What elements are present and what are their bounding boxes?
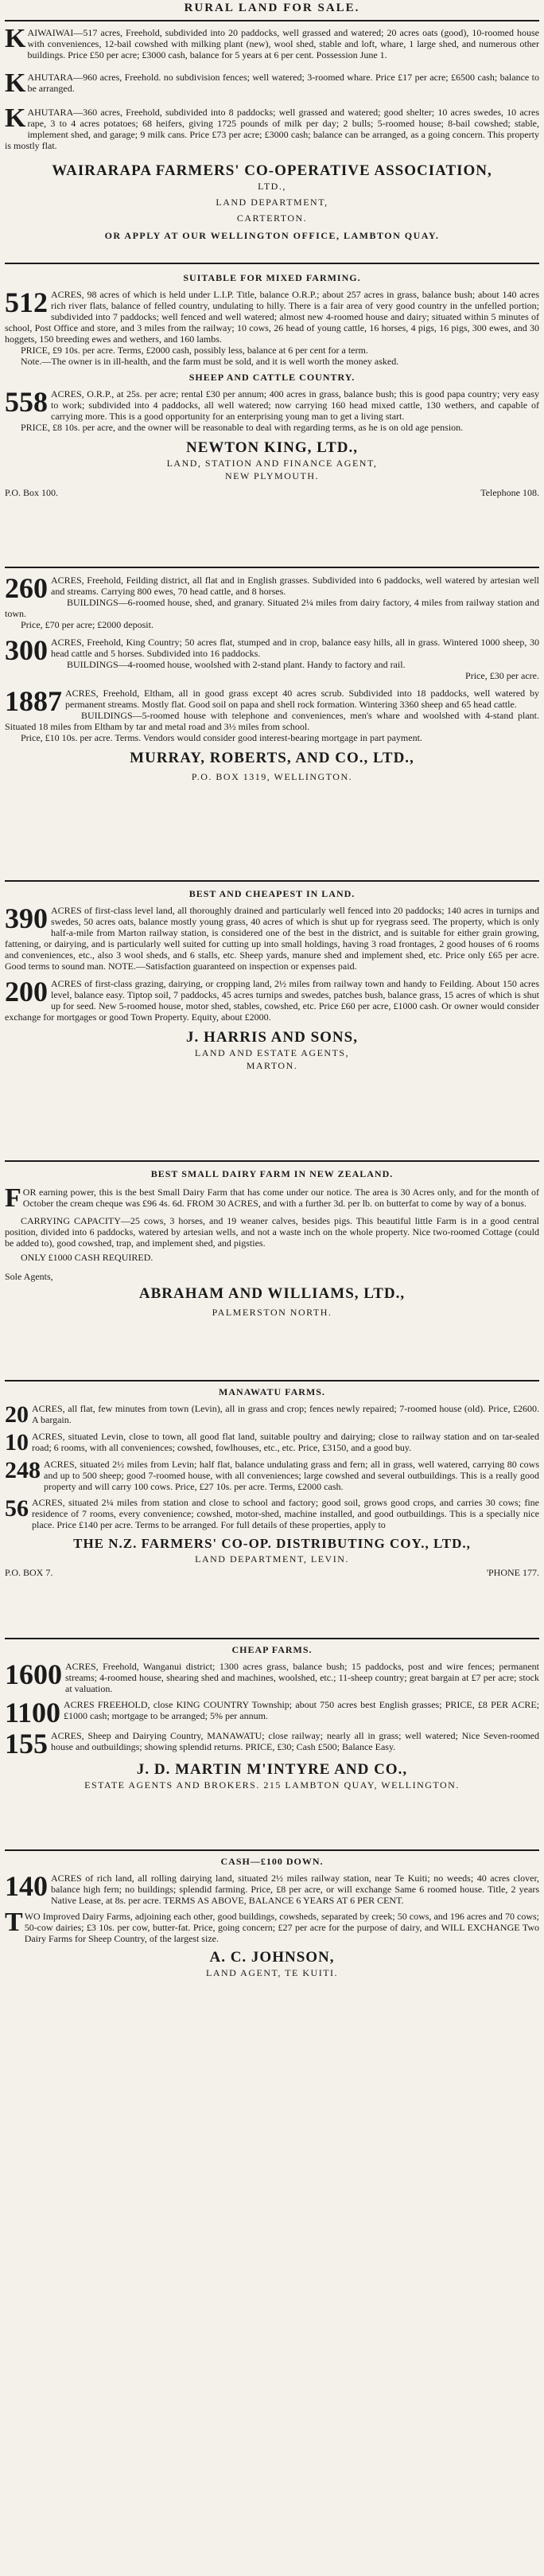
listing-kahutara-960 [5, 72, 539, 95]
listing-price: Price, £70 per acre; £2000 deposit. [21, 619, 153, 630]
contact-row [5, 1567, 539, 1579]
acreage-number: 390 [5, 905, 48, 934]
wairarapa-advert [5, 27, 539, 242]
listing-text: ACRES, Freehold, Eltham, all in good grass except 40 acres scrub. Subdivided into 18 paddocks, well watered by permanent streams. Mostly flat. Good soil on papa and shell rock formation. Wintering 3360 sheep and 65 head cattle. [65, 688, 539, 710]
listing-text: AHUTARA—360 acres, Freehold, subdivided into 8 paddocks; well grassed and watered; good shelter; 10 acres swedes, 10 acres rape, 3 to 4 acres potatoes; 68 heifers, giving 1725 pounds of milk per day; 2 bulls; 5-roomed house; 8-bail cowshed; stable, implement shed, and garage; 9 milk cans. Price £73 per acre; £3000 cash; balance can be arranged, as a going concern. This property is mostly flat. [5, 107, 539, 151]
listing-price: PRICE, £8 10s. per acre, and the owner will be reasonable to deal with regarding terms, as he is on old age pension. [21, 422, 464, 433]
listing-text: WO Improved Dairy Farms, adjoining each other, good buildings, cowsheds, separated by creek; 50 cows, and 196 acres and 70 cows; 50-cow dairies; £3 10s. per cow, butter-fat. Price, going concern; £27 per acre for the purpose of dairy, and WILL EXCHANGE Two Dairy Farms for Sheep Country, of the largest size. [24, 1911, 539, 1944]
agent-name: A. C. JOHNSON, [209, 1949, 335, 1966]
capacity-paragraph [5, 1215, 539, 1249]
contact-row [5, 487, 539, 499]
mcintyre-advert [5, 1644, 539, 1791]
agent-name: J. HARRIS AND SONS, [186, 1029, 358, 1046]
po-box: P.O. BOX 1319, WELLINGTON. [191, 771, 353, 782]
listing-kaiwaiwai [5, 27, 539, 60]
agent-subtitle: LAND, STATION AND FINANCE AGENT, [166, 458, 378, 469]
acreage-number: 260 [5, 575, 48, 604]
divider [5, 567, 539, 568]
divider [5, 1160, 539, 1162]
agent-apply: OR APPLY AT OUR WELLINGTON OFFICE, LAMBTON QUAY. [104, 230, 440, 241]
po-box: P.O. Box 100. [5, 487, 59, 498]
listing-text: ACRES, Sheep and Dairying Country, MANAWATU; close railway; nearly all in grass; well watered; Nice Seven-roomed house and outbuildings; showing splendid returns. PRICE, £30; Cash £500; Balance Easy. [51, 1730, 539, 1752]
listing-buildings: BUILDINGS—4-roomed house, woolshed with 2-stand plant. Handy to factory and rail. [67, 659, 406, 670]
johnson-advert [5, 1856, 539, 1979]
nz-farmers-advert [5, 1386, 539, 1579]
listing-two-dairy-farms [5, 1911, 539, 1944]
listing-558-acres [5, 388, 539, 433]
agent-town: NEW PLYMOUTH. [224, 470, 320, 481]
listing-text: ACRES of first-class level land, all thoroughly drained and particularly well fenced into 20 paddocks; 140 acres in turnips and swedes, 50 acres oats, balance mostly young grass, 40 acres of which is shut up for ryegrass seed. The property, which is only half-a-mile from Marton railway station, is considered one of the best in the district, and is suitable for either grain growing, fattening, or dairying, and is particularly well suited for cutting up into small holdings, having 3 road frontages, 2 good houses of 6 rooms and conveniences, etc., also 3 wool sheds, and 6 stalls, etc. Sheep yards, manure shed and implement shed, etc. Price only £65 per acre. Good terms to sound man. NOTE.—Satisfaction guaranteed on inspection or expenses paid. [5, 905, 539, 972]
paragraph-text: OR earning power, this is the best Small Dairy Farm that has come under our notice. The area is 30 Acres only, and for the month of October the cream cheque was £96 4s. 6d. FROM 30 ACRES, and with a further 3d. per lb. on butterfat to come by way of a bonus. [22, 1187, 539, 1209]
acreage-number: 1887 [5, 688, 62, 717]
listing-text: AHUTARA—960 acres, Freehold. no subdivision fences; well watered; 3-roomed whare. Price £17 per acre; £6500 cash; balance to be arranged. [27, 72, 539, 94]
listing-1887-acres [5, 688, 539, 743]
listing-text: ACRES, Freehold, Wanganui district; 1300 acres grass, balance bush; 15 paddocks, post and wire fences; permanent streams; 4-roomed house, shearing shed and machines, woolshed, etc.; 11-sheep country; great bargain at £7 per acre; stock at valuation. [65, 1661, 539, 1694]
listing-1600-acres [5, 1661, 539, 1694]
agent-department: LAND DEPARTMENT, [216, 197, 328, 208]
agent-name: WAIRARAPA FARMERS' CO-OPERATIVE ASSOCIATION, [52, 162, 492, 179]
listing-note: Note.—The owner is in ill-health, and the farm must be sold, and it is well worth the money asked. [21, 356, 399, 367]
dropcap: K [5, 107, 26, 133]
intro-paragraph [5, 1187, 539, 1210]
listing-kahutara-360 [5, 107, 539, 151]
divider [5, 263, 539, 264]
sole-agents-label: Sole Agents, [5, 1271, 53, 1282]
listing-1100-acres [5, 1699, 539, 1725]
listing-text: ACRES, O.R.P., at 25s. per acre; rental £30 per annum; 400 acres in grass, balance bush; this is good papa country; very easy to work; subdivided into 4 paddocks, all well watered; now carrying 160 head mixed cattle, 130 wethers, and capable of carrying more. This is a good opportunity for an enterprising young man to get a living start. [51, 388, 539, 422]
listing-text: ACRES FREEHOLD, close KING COUNTRY Township; about 750 acres best English grasses; PRICE, £8 PER ACRE; £1000 cash; mortgage to be arranged; 5% per annum. [64, 1699, 539, 1721]
acreage-number: 155 [5, 1730, 48, 1756]
listing-buildings: BUILDINGS—5-roomed house with telephone and conveniences, men's whare and woolshed with 4-stand plant. Situated 18 miles from Eltham by tar and metal road and 3½ miles from school. [5, 710, 539, 732]
listing-text: ACRES, Freehold, King Country; 50 acres flat, stumped and in crop, balance easy hills, all in grass. Wintered 1000 sheep, 30 head cattle and 5 horses. Subdivided into 16 paddocks. [51, 637, 539, 659]
dropcap: K [5, 27, 26, 53]
listing-price: Price, £10 10s. per acre. Terms. Vendors would consider good interest-bearing mortgage in part payment. [21, 732, 422, 743]
listing-text: ACRES, Freehold, Feilding district, all flat and in English grasses. Subdivided into 6 paddocks, well watered by artesian well and streams. Carrying 800 ewes, 70 head cattle, and 8 horses. [51, 575, 539, 597]
agent-name: NEWTON KING, LTD., [186, 439, 358, 456]
listing-56-acres [5, 1497, 539, 1530]
telephone: Telephone 108. [480, 487, 539, 498]
divider [5, 1849, 539, 1851]
page-masthead: RURAL LAND FOR SALE. [5, 0, 539, 21]
agent-name: J. D. MARTIN M'INTYRE AND CO., [136, 1761, 408, 1778]
listing-155-acres [5, 1730, 539, 1756]
listing-text: ACRES, all flat, few minutes from town (Levin), all in grass and crop; fences newly repaired; 7-roomed house (old). Price, £2600. A bargain. [32, 1403, 539, 1425]
listing-text: ACRES, situated 2½ miles from Levin; half flat, balance undulating grass and fern; all in grass, well watered, carrying 80 cows and up to 500 sheep; good 7-roomed house, with all conveniences; large cowshed and several outbuildings. This is a really good property and will carry 100 cows. Price, £27 10s. per acre. Terms, £2000 cash. [44, 1459, 539, 1492]
section-heading: CHEAP FARMS. [231, 1644, 313, 1655]
section-heading: CASH—£100 DOWN. [220, 1856, 324, 1867]
acreage-number: 140 [5, 1873, 48, 1902]
listing-390-acres [5, 905, 539, 972]
acreage-number: 512 [5, 289, 48, 318]
listing-price: PRICE, £9 10s. per acre. Terms, £2000 cash, possibly less, balance at 6 per cent for a term. [21, 345, 368, 356]
po-box: P.O. BOX 7. [5, 1567, 53, 1578]
agent-subtitle: LAND AGENT, TE KUITI. [205, 1967, 339, 1978]
section-heading: SHEEP AND CATTLE COUNTRY. [188, 372, 356, 383]
agent-town: MARTON. [246, 1060, 298, 1071]
agent-subtitle: LAND AND ESTATE AGENTS, [194, 1047, 350, 1058]
divider [5, 1638, 539, 1639]
listing-248-acres [5, 1459, 539, 1492]
agent-subtitle: LAND DEPARTMENT, LEVIN. [195, 1553, 349, 1565]
cash-paragraph [5, 1252, 539, 1263]
paragraph-text: CARRYING CAPACITY—25 cows, 3 horses, and 19 weaner calves, besides pigs. This beautiful little Farm is in a good central position, divided into 6 paddocks, watered by artesian wells, and not a waste inch on the whole property. Nice two-roomed Cottage (could be added to), good cowshed, trap, and implement shed, and pigsties. [5, 1215, 539, 1249]
abraham-williams-advert [5, 1168, 539, 1319]
agent-ltd: LTD., [258, 181, 286, 192]
dropcap: T [5, 1911, 23, 1937]
murray-roberts-advert [5, 575, 539, 783]
listing-20-acres [5, 1403, 539, 1426]
section-heading: MANAWATU FARMS. [219, 1386, 325, 1397]
divider [5, 880, 539, 882]
acreage-number: 56 [5, 1497, 29, 1522]
listing-text: ACRES, 98 acres of which is held under L.I.P. Title, balance O.R.P.; about 257 acres in grass, balance bush; about 140 acres rich river flats, balance of felled country, undulating to hilly. There is a fair area of very good country in the unfelled portion; subdivided into 7 paddocks; well fenced and well watered; almost new 4-roomed house and dairy; situated within 5 minutes of school, Post Office and store, and 3 miles from the railway; 10 cows, 26 head of young cattle, 16 horses, 4 pigs, 16 pigs, 300 ewes, and 30 hoggets, 150 breeding ewes and wethers, and 160 lambs. [5, 289, 539, 345]
listing-140-acres [5, 1873, 539, 1906]
agent-name: ABRAHAM AND WILLIAMS, LTD., [138, 1285, 406, 1302]
listing-text: ACRES, situated 2¼ miles from station and close to school and factory; good soil, grows good crops, and carries 30 cows; fine residence of 7 rooms, every convenience; cowshed, motor-shed, machine installed, and good outbuildings. This is a specially nice place. Price £140 per acre. Terms to be arranged. For full details of these properties, apply to [32, 1497, 539, 1530]
section-heading: SUITABLE FOR MIXED FARMING. [183, 272, 361, 283]
listing-text: ACRES of first-class grazing, dairying, or cropping land, 2½ miles from railway town and handy to Feilding. About 150 acres level, balance easy. Tiptop soil, 7 paddocks, 45 acres turnips and swedes, patches bush, balance grass, 15 acres of which is shut up for seed. New 5-roomed house, motor shed, stables, cowshed, etc. Price £60 per acre, £1000 cash. Or owner would consider exchange for mortgages or good Town Property. Equity, about £2000. [5, 978, 539, 1023]
newton-king-advert [5, 272, 539, 499]
listing-512-acres [5, 289, 539, 367]
acreage-number: 300 [5, 637, 48, 666]
dropcap: F [5, 1187, 21, 1210]
agent-subtitle: ESTATE AGENTS AND BROKERS. 215 LAMBTON QUAY, WELLINGTON. [84, 1779, 460, 1791]
listing-text: ACRES, situated Levin, close to town, all good flat land, suitable poultry and dairying; close to railway station and on tar-sealed road; 6 rooms, with all conveniences; cowshed, fowlhouses, etc., etc. Price, £3150, and a good buy. [32, 1431, 539, 1453]
listing-price: Price, £30 per acre. [465, 670, 539, 681]
listing-10-acres [5, 1431, 539, 1454]
listing-text: ACRES of rich land, all rolling dairying land, situated 2½ miles railway station, near Te Kuiti; no weeds; 40 acres clover, balance high fern; no buildings; splendid farming. Price, £8 per acre, or will exchange Same 6 roomed house. Title, 2 years Native Lease, at 8s. per acre. TERMS AS ABOVE, BALANCE 6 YEARS AT 6 PER CENT. [51, 1873, 539, 1906]
agent-town: CARTERTON. [236, 212, 308, 224]
dropcap: K [5, 72, 26, 95]
agent-town: PALMERSTON NORTH. [212, 1307, 332, 1318]
acreage-number: 1100 [5, 1699, 61, 1725]
divider [5, 1380, 539, 1382]
paragraph-text: ONLY £1000 CASH REQUIRED. [21, 1252, 153, 1263]
section-heading: BEST AND CHEAPEST IN LAND. [188, 888, 356, 899]
listing-200-acres [5, 978, 539, 1023]
listing-buildings: BUILDINGS—6-roomed house, shed, and granary. Situated 2¼ miles from dairy factory, 4 miles from railway station and town. [5, 597, 539, 619]
harris-advert [5, 888, 539, 1072]
agent-name: THE N.Z. FARMERS' CO-OP. DISTRIBUTING COY., LTD., [73, 1536, 471, 1551]
acreage-number: 1600 [5, 1661, 62, 1690]
acreage-number: 248 [5, 1459, 41, 1483]
listing-text: AIWAIWAI—517 acres, Freehold, subdivided into 20 paddocks, well grassed and watered; 20 acres oats (good), 10-roomed house with conveniences, 12-bail cowshed with milking plant (new), wool shed, stable and loft, whare, 1 large shed, and numerous other buildings. Price £50 per acre; £3000 cash, balance for 5 years at 6 per cent. Possession June 1. [27, 27, 539, 60]
section-heading: BEST SMALL DAIRY FARM IN NEW ZEALAND. [150, 1168, 394, 1179]
listing-260-acres [5, 575, 539, 630]
agent-name: MURRAY, ROBERTS, AND CO., LTD., [130, 750, 414, 766]
acreage-number: 20 [5, 1403, 29, 1426]
telephone: 'PHONE 177. [486, 1567, 539, 1578]
listing-300-acres [5, 637, 539, 681]
acreage-number: 10 [5, 1431, 29, 1454]
acreage-number: 200 [5, 978, 48, 1007]
acreage-number: 558 [5, 388, 48, 418]
